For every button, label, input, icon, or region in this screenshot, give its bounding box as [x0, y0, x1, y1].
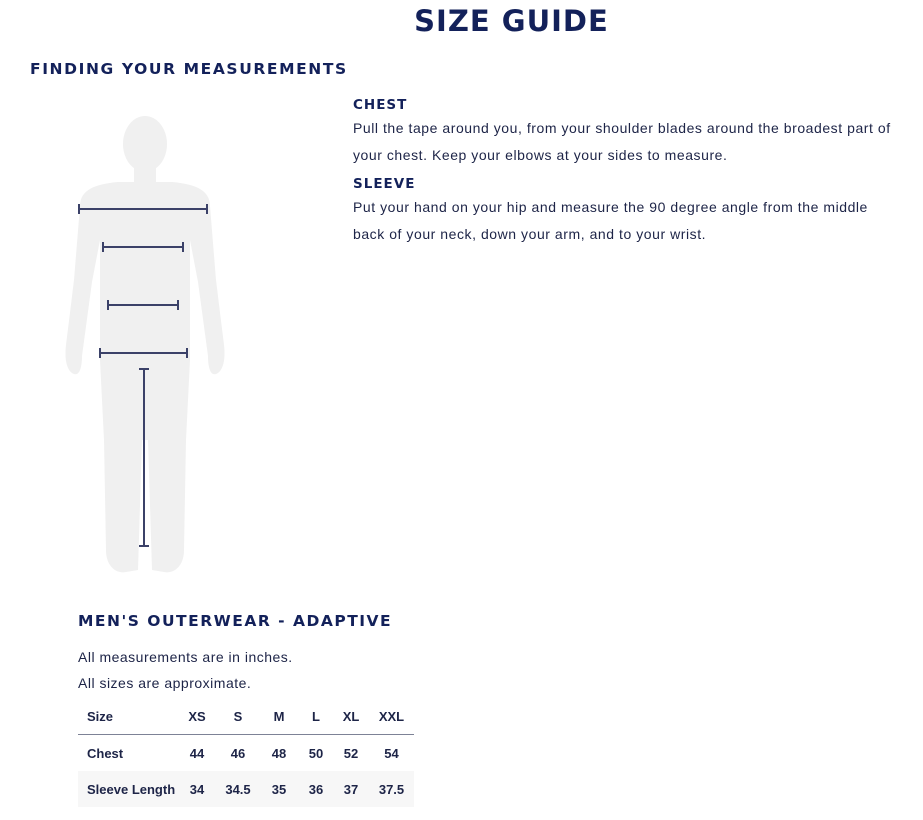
size-chart-note: All measurements are in inches. — [78, 649, 293, 665]
table-cell: 54 — [384, 745, 399, 761]
size-chart-note: All sizes are approximate. — [78, 675, 252, 691]
table-cell: 48 — [271, 745, 287, 761]
table-cell: 36 — [299, 771, 333, 807]
size-chart-title: MEN'S OUTERWEAR - ADAPTIVE — [78, 612, 393, 630]
table-cell: 34 — [177, 771, 217, 807]
table-cell: 52 — [343, 745, 359, 761]
measurement-chest — [353, 95, 898, 168]
table-header-size: L — [299, 698, 333, 735]
measurement-title: SLEEVE — [353, 176, 416, 192]
size-chart-table — [78, 698, 414, 807]
page-title: SIZE GUIDE — [414, 4, 609, 38]
table-cell: 35 — [259, 771, 299, 807]
measurement-title: CHEST — [353, 97, 408, 113]
table-row-label: Chest — [87, 745, 124, 761]
body-measurement-figure — [40, 110, 250, 580]
table-header-label: Size — [78, 698, 177, 735]
measurement-sleeve — [353, 174, 898, 247]
table-cell: 37.5 — [369, 771, 414, 807]
table-row-label: Sleeve Length — [78, 771, 177, 807]
table-header-row — [78, 698, 414, 735]
measurement-description: Pull the tape around you, from your shoulder blades around the broadest part of your chest. Keep your elbows at your sides to measure. — [353, 120, 891, 163]
table-cell: 34.5 — [217, 771, 259, 807]
table-cell: 50 — [308, 745, 324, 761]
table-header-size: M — [259, 698, 299, 735]
section-heading: FINDING YOUR MEASUREMENTS — [30, 60, 348, 78]
table-header-size: XXL — [369, 698, 414, 735]
table-header-size: S — [217, 698, 259, 735]
table-row — [78, 771, 414, 807]
table-cell: 44 — [189, 745, 205, 761]
table-header-size: XL — [333, 698, 369, 735]
table-cell: 46 — [230, 745, 246, 761]
table-row — [78, 735, 414, 772]
table-cell: 37 — [333, 771, 369, 807]
measurement-description: Put your hand on your hip and measure the 90 degree angle from the middle back of your neck, down your arm, and to your wrist. — [353, 199, 868, 242]
table-header-size: XS — [177, 698, 217, 735]
